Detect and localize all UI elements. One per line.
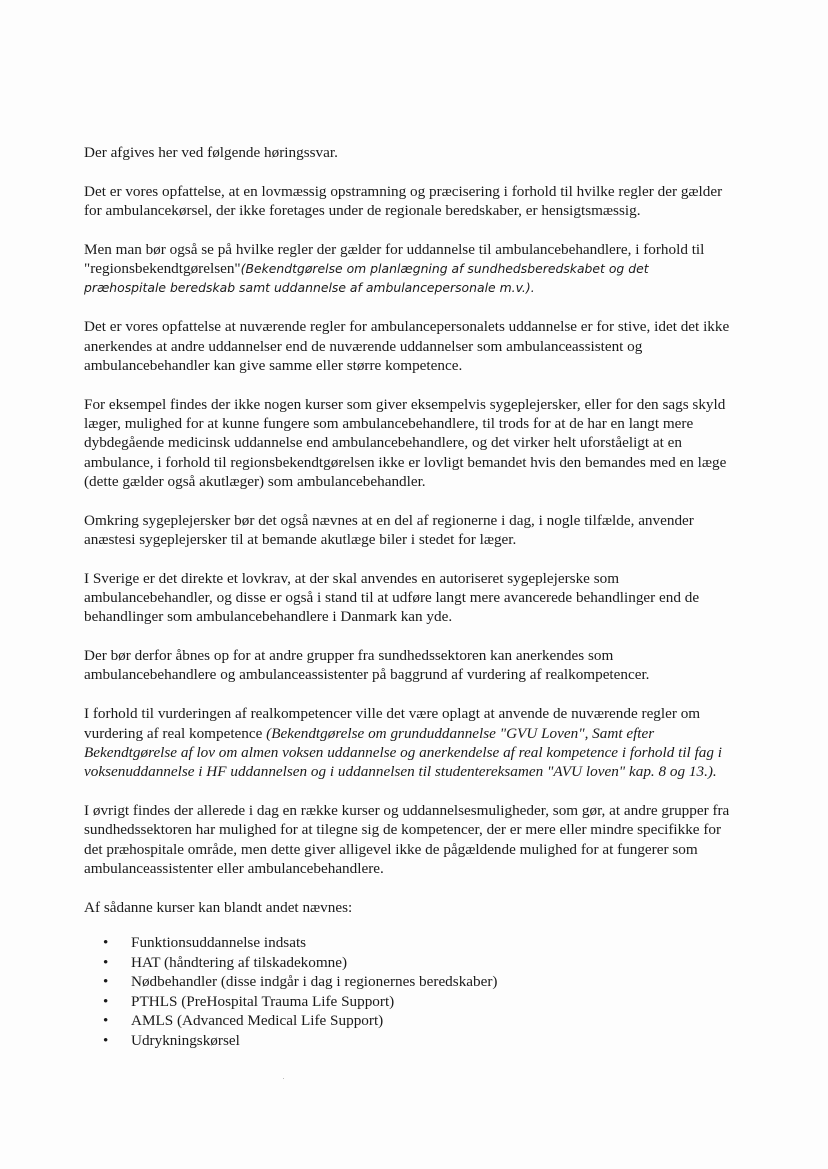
paragraph-rules-too-rigid: Det er vores opfattelse at nuværende regler for ambulancepersonalets uddannelse er for stive, idet det ikke anerkendes at andre uddannelser end de nuværende uddannelser som ambulanceassistent og ambulancebehandler kan give samme eller større kompetence.	[84, 318, 730, 374]
paragraph-existing-courses: I øvrigt findes der allerede i dag en række kurser og uddannelsesmuligheder, som gør, at andre grupper fra sundhedssektoren har mulighed for at tilegne sig de kompetencer, der er mere eller mindre specifikke for det præhospitale område, men dette giver alligevel ikke de pågældende mulighed for at fungerer som ambulanceassistenter eller ambulancebehandlere.	[84, 801, 730, 877]
list-item	[84, 1031, 734, 1051]
paragraph-courses-intro: Af sådanne kurser kan blandt andet nævnes:	[84, 898, 353, 916]
bullet-icon: •	[103, 933, 109, 951]
bullet-icon: •	[103, 1031, 109, 1049]
paragraph-real-competence-text: I forhold til vurderingen af realkompetencer ville det være oplagt at anvende de nuværende regler om vurdering af real kompetence	[84, 705, 701, 742]
paragraph-intro: Der afgives her ved følgende høringssvar.	[84, 144, 338, 161]
paragraph-education-rules-text: Men man bør også se på hvilke regler der gælder for uddannelse til ambulancebehandlere, i forhold til "regionsbekendtgørelsen"	[84, 240, 705, 278]
paragraph-sweden: I Sverige er det direkte et lovkrav, at der skal anvendes en autoriseret sygeplejerske som ambulancebehandler, og disse er også i stand til at udføre langt mere avancerede behandlinger end de behandlinger som ambulancebehandlere i Danmark kan yde.	[84, 569, 700, 626]
list-item	[84, 992, 734, 1012]
paragraph-opinion-tightening: Det er vores opfattelse, at en lovmæssig opstramning og præcisering i forhold til hvilke regler der gælder for ambulancekørsel, der ikke foretages under de regionale beredskaber, er hensigtsmæssig.	[84, 182, 723, 220]
course-label: PTHLS (PreHospital Trauma Life Support)	[131, 992, 395, 1010]
bullet-icon: •	[103, 973, 109, 991]
paragraph-real-competence	[84, 704, 734, 781]
bullet-icon: •	[103, 1012, 109, 1030]
paragraph-anaesthesia-nurses: Omkring sygeplejersker bør det også nævnes at en del af regionerne i dag, i nogle tilfælde, anvender anæstesi sygeplejersker til at bemande akutlæge biler i stedet for læger.	[84, 511, 694, 548]
bullet-icon: •	[103, 953, 109, 971]
course-label: AMLS (Advanced Medical Life Support)	[131, 1012, 384, 1030]
scan-speck	[283, 1078, 284, 1079]
course-label: Nødbehandler (disse indgår i dag i regionernes beredskaber)	[131, 973, 498, 991]
course-list	[84, 933, 734, 1051]
list-item	[84, 972, 734, 992]
regulation-reference: (Bekendtgørelse om planlægning af sundhedsberedskabet og det præhospitale beredskab samt uddannelse af ambulancepersonale m.v.).	[84, 261, 649, 296]
list-item	[84, 953, 734, 973]
bullet-icon: •	[103, 992, 109, 1010]
course-label: Udrykningskørsel	[131, 1031, 240, 1049]
paragraph-example-nurses-doctors: For eksempel findes der ikke nogen kurser som giver eksempelvis sygeplejersker, eller for den sags skyld læger, mulighed for at kunne fungere som ambulancebehandlere, til trods for at de har en langt mere dybdegående medicinsk uddannelse end ambulancebehandlere, og det virker helt uforståeligt at en ambulance, i forhold til regionsbekendtgørelsen ikke er lovligt bemandet hvis den bemandes med en læge (dette gælder også akutlæger) som ambulancebehandler.	[84, 395, 727, 490]
list-item	[84, 1011, 734, 1031]
list-item	[84, 933, 734, 953]
paragraph-education-rules	[84, 240, 734, 298]
document-body	[84, 143, 734, 1050]
paragraph-open-up: Der bør derfor åbnes op for at andre grupper fra sundhedssektoren kan anerkendes som ambulancebehandlere og ambulanceassistenter på baggrund af vurdering af realkompetencer.	[84, 647, 650, 684]
course-label: Funktionsuddannelse indsats	[131, 933, 307, 951]
course-label: HAT (håndtering af tilskadekomne)	[131, 953, 348, 971]
law-reference: (Bekendtgørelse om grunduddannelse "GVU Loven", Samt efter Bekendtgørelse af lov om almen voksen uddannelse og anerkendelse af real kompetence i forhold til fag i voksenuddannelse i HF uddannelsen og i uddannelsen til studentereksamen "AVU loven" kap. 8 og 13.).	[84, 724, 722, 781]
